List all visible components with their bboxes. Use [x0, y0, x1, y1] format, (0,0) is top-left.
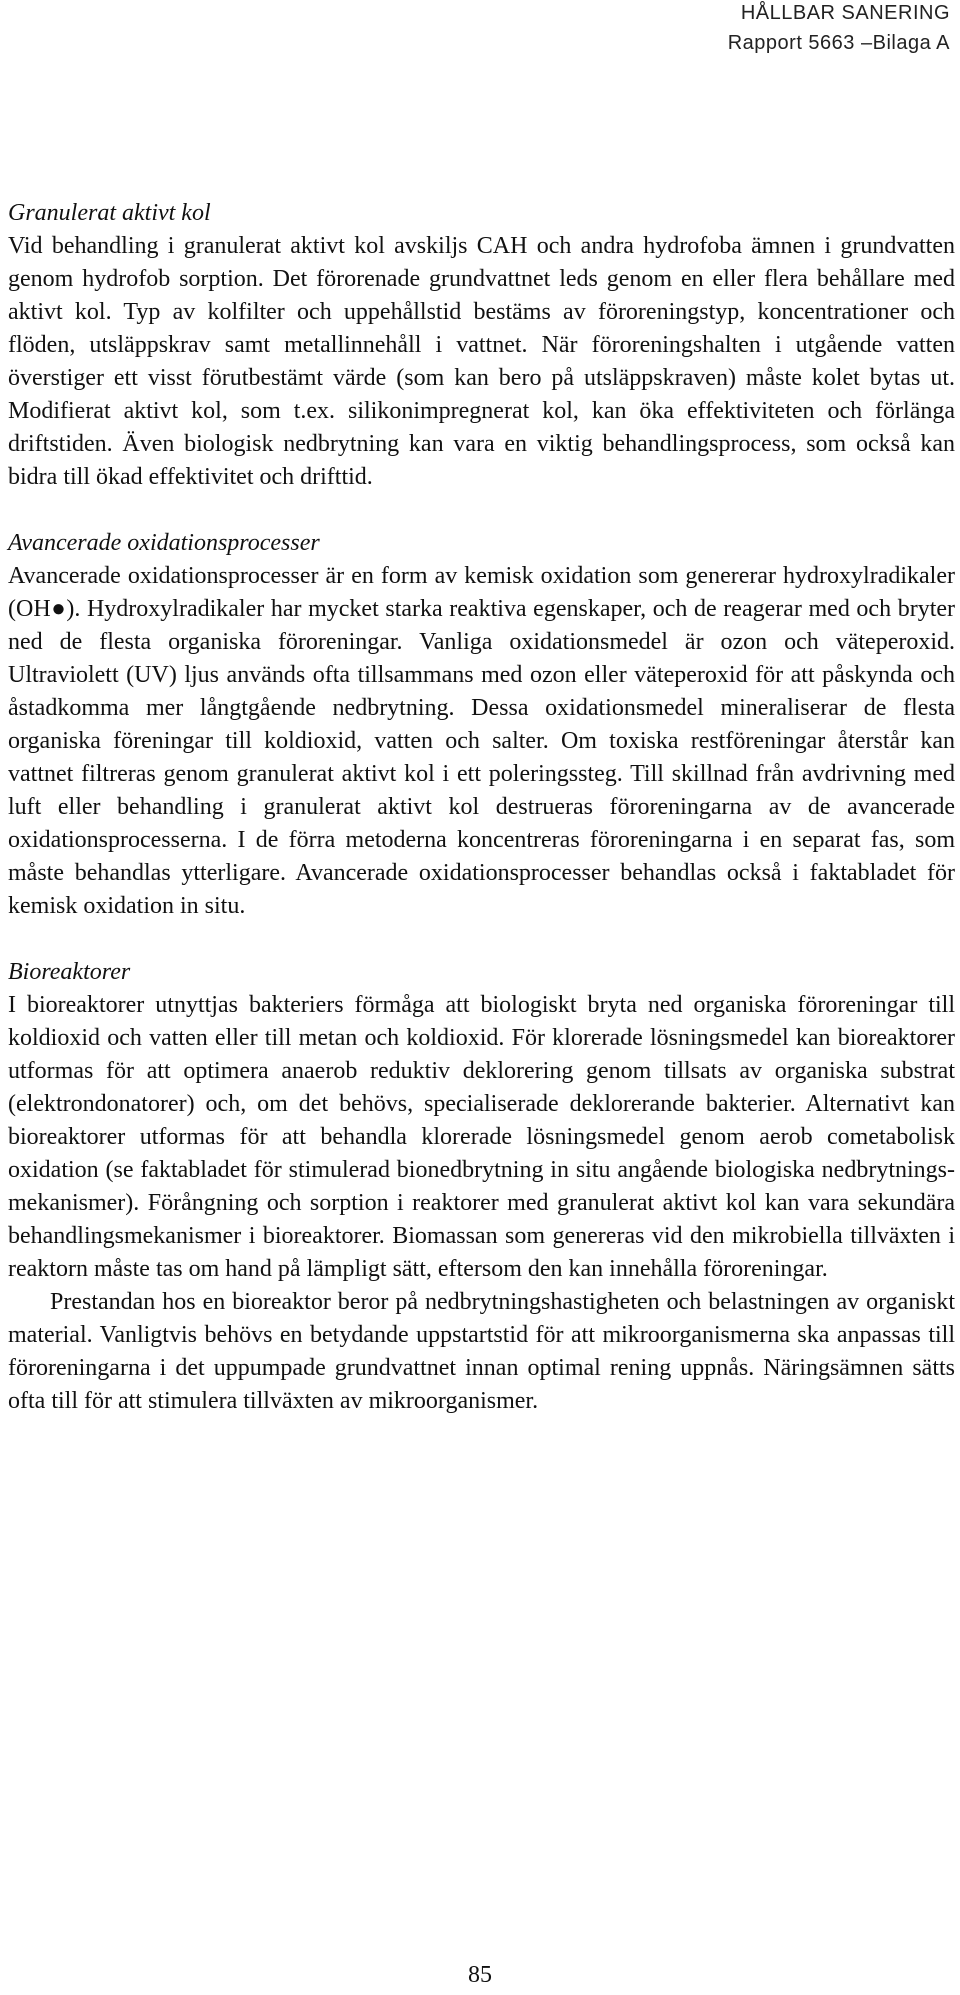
document-body	[8, 197, 955, 1451]
section-paragraph: Vid behandling i granulerat aktivt kol avskiljs CAH och andra hydrofoba ämnen i grundvatten genom hydrofob sorption. Det förorenade grundvattnet leds genom en eller flera behållare med aktivt kol. Typ av kolfilter och uppehållstid bestäms av föroreningstyp, koncentrationer och flöden, utsläppskrav samt metallinnehåll i vattnet. När föroreningshalten i utgående vatten överstiger ett visst förutbestämt värde (som kan bero på utsläppskraven) måste kolet bytas ut. Modifierat aktivt kol, som t.ex. silikonimpregnerat kol, kan öka effektiviteten och förlänga driftstiden. Även biologisk nedbrytning kan vara en viktig behandlingsprocess, som också kan bidra till ökad effektivitet och drifttid.	[8, 233, 955, 490]
section-bioreaktorer	[8, 956, 955, 1418]
section-heading: Avancerade oxidationsprocesser	[8, 530, 320, 556]
section-paragraph: I bioreaktorer utnyttjas bakteriers förmåga att biologiskt bryta ned organiska föroreningar till koldioxid och vatten eller till metan och koldioxid. För klorerade lösningsmedel kan bioreaktorer utformas för att optimera anaerob reduktiv deklorering genom tillsats av organiska substrat (elektrondonatorer) och, om det behövs, specialiserade deklorerande bakterier. Alternativt kan bioreaktorer utformas för att behandla klorerade lösningsmedel genom aerob cometabolisk oxidation (se faktabladet för stimulerad bionedbrytning in situ angående biologiska nedbrytningsmekanismer). Förångning och sorption i reaktorer med granulerat aktivt kol kan vara sekundära behandlingsmekanismer i bioreaktorer. Biomassan som genereras vid den mikrobiella tillväxten i reaktorn måste tas om hand på lämpligt sätt, eftersom den kan innehålla föroreningar.	[8, 992, 955, 1282]
section-granulerat-aktivt-kol	[8, 197, 955, 494]
section-avancerade-oxidationsprocesser	[8, 527, 955, 923]
section-paragraph: Prestandan hos en bioreaktor beror på nedbrytningshastigheten och belastningen av organiskt material. Vanligtvis behövs en betydande uppstartstid för att mikroorganismerna ska anpassas till föroreningarna i det uppumpade grundvattnet innan optimal rening uppnås. Näringsämnen sätts ofta till för att stimulera tillväxten av mikroorganismer.	[8, 1289, 955, 1414]
section-heading: Bioreaktorer	[8, 959, 131, 985]
page-number: 85	[468, 1962, 492, 1988]
header-report-number: Rapport 5663 –Bilaga A	[727, 32, 950, 54]
section-paragraph: Avancerade oxidationsprocesser är en form av kemisk oxidation som genererar hydroxylradikaler (OH●). Hydroxylradikaler har mycket starka reaktiva egenskaper, och de reagerar med och bryter ned de flesta organiska föroreningar. Vanliga oxidationsmedel är ozon och väteperoxid. Ultraviolett (UV) ljus används ofta tillsammans med ozon eller väteperoxid för att påskynda och åstadkomma mer långtgående nedbrytning. Dessa oxidationsmedel mineraliserar de flesta organiska föreningar till koldioxid, vatten och salter. Om toxiska restföreningar återstår kan vattnet filtreras genom granulerat aktivt kol i ett poleringssteg. Till skillnad från avdrivning med luft eller behandling i granulerat aktivt kol destrueras föroreningarna av de avancerade oxidationsprocesserna. I de förra metoderna koncentreras föroreningarna i en separat fas, som måste behandlas ytterligare. Avancerade oxidationsprocesser behandlas också i faktabladet för kemisk oxidation in situ.	[8, 563, 955, 919]
header-title: HÅLLBAR SANERING	[740, 2, 950, 24]
section-heading: Granulerat aktivt kol	[8, 200, 211, 226]
